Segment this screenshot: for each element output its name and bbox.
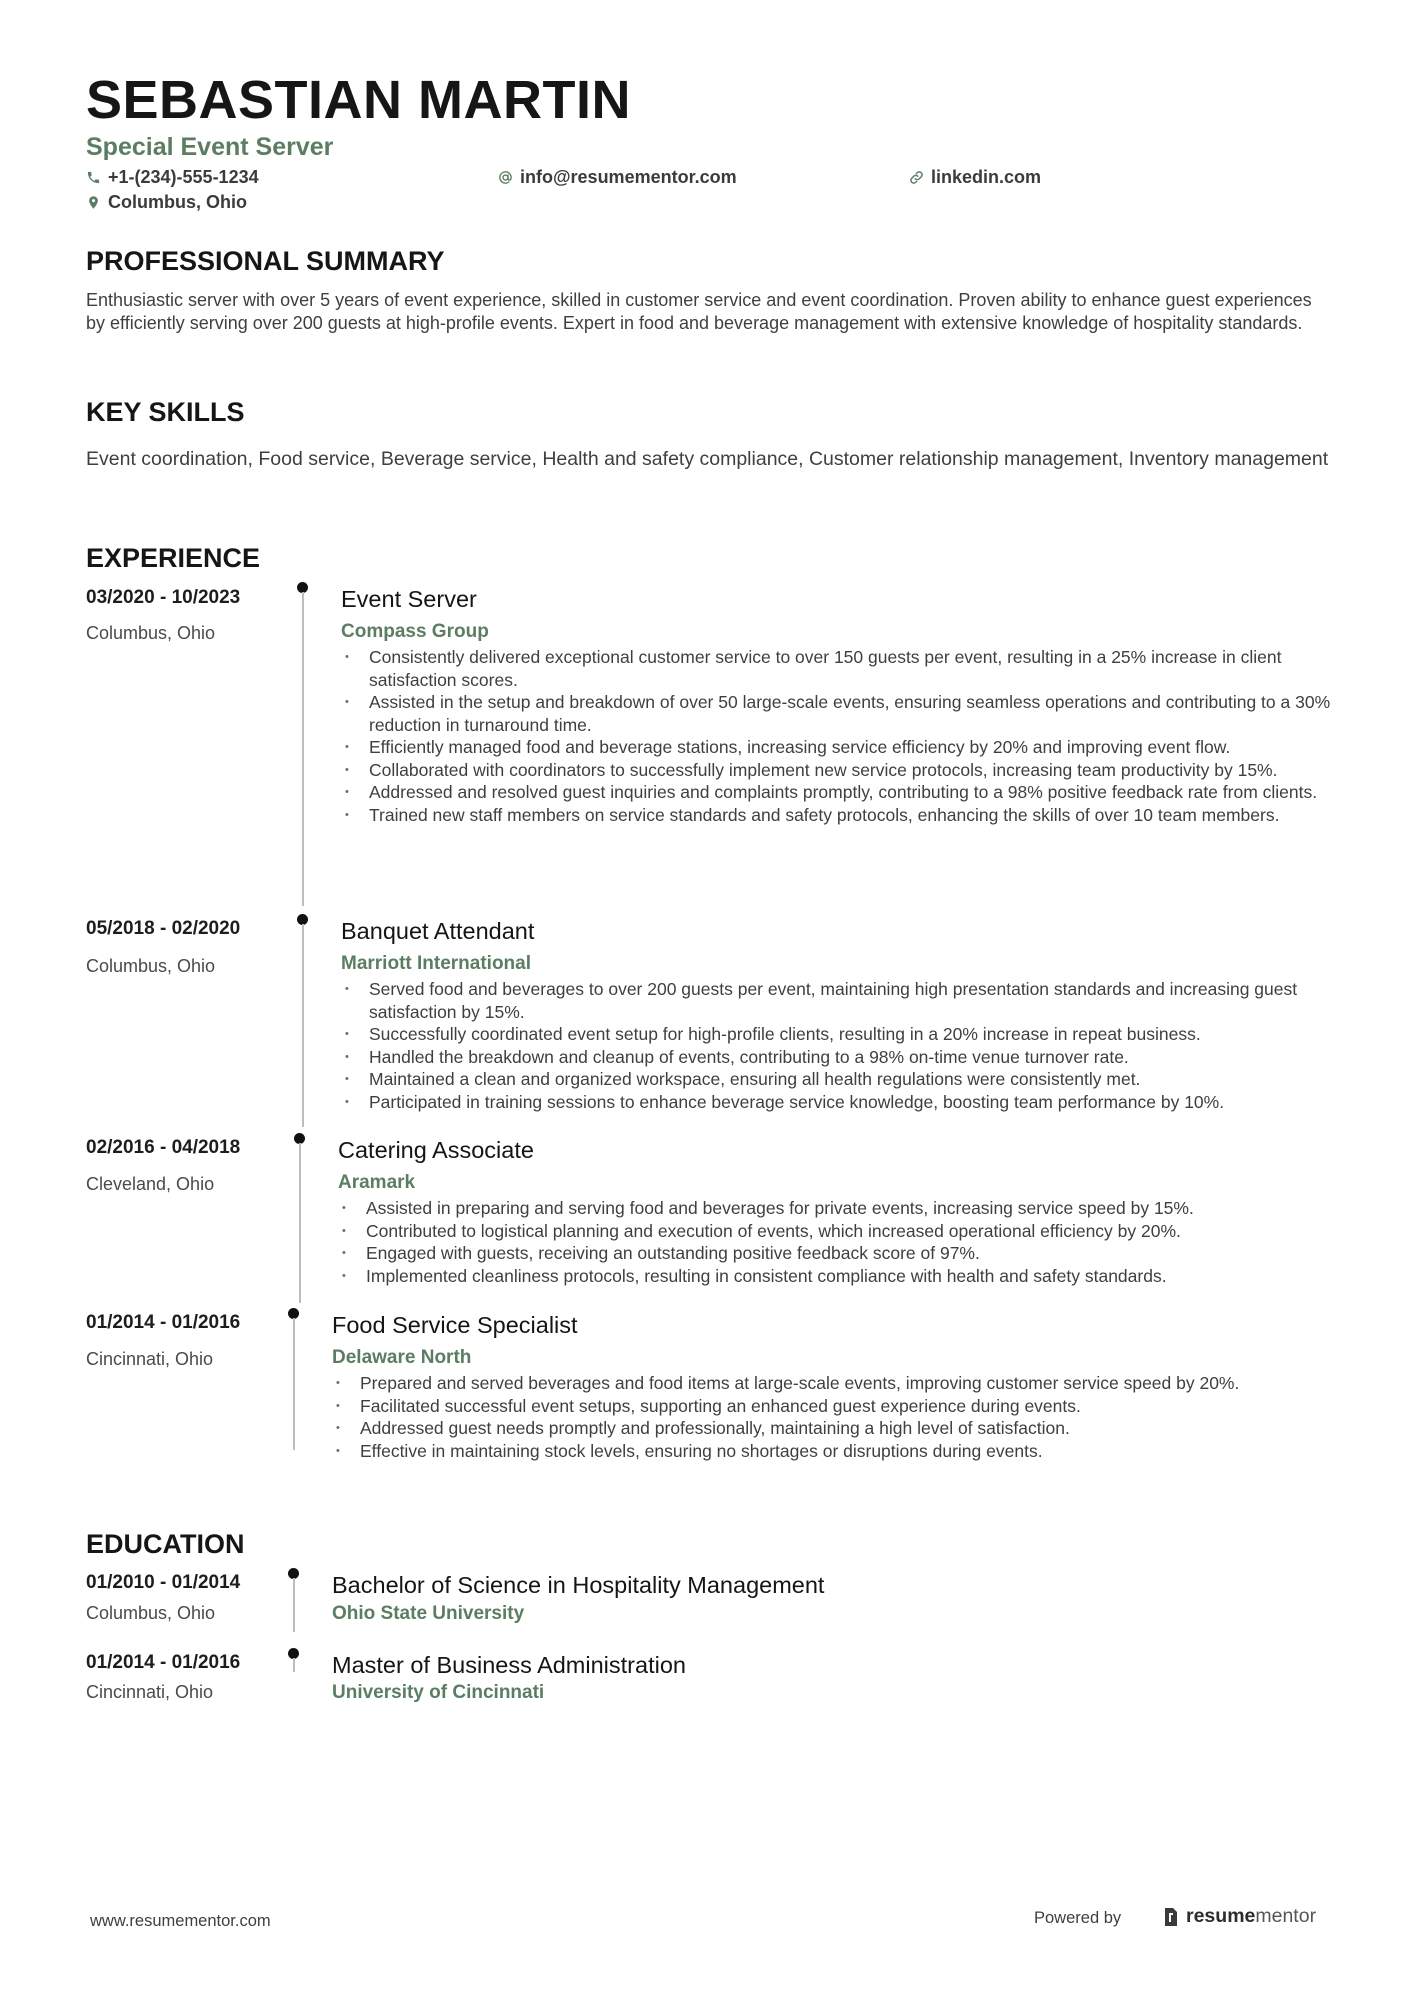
company-name: Compass Group: [341, 621, 489, 642]
experience-dates: 03/2020 - 10/2023: [86, 587, 241, 608]
job-title: Catering Associate: [338, 1137, 534, 1163]
achievement-item: • Addressed and resolved guest inquiries and complaints promptly, contributing to a 98% positive feedback rate from clients.: [341, 781, 1341, 804]
achievement-item: • Prepared and served beverages and food items at large-scale events, improving customer service speed by 20%.: [332, 1372, 1332, 1395]
contact-linkedin: [909, 165, 1041, 189]
timeline-line: [302, 592, 304, 906]
candidate-headline: Special Event Server: [86, 133, 334, 161]
education-dates: 01/2010 - 01/2014: [86, 1572, 241, 1593]
achievement-item: • Effective in maintaining stock levels, ensuring no shortages or disruptions during events.: [332, 1440, 1332, 1463]
experience-dates: 01/2014 - 01/2016: [86, 1312, 241, 1333]
education-heading: EDUCATION: [86, 1529, 245, 1559]
achievement-list: [341, 646, 1341, 826]
achievement-item: • Facilitated successful event setups, supporting an enhanced guest experience during events.: [332, 1395, 1332, 1418]
achievement-item: • Consistently delivered exceptional customer service to over 150 guests per event, resulting in a 25% increase in client satisfaction scores.: [341, 646, 1341, 691]
contact-location: [86, 190, 247, 214]
summary-text: Enthusiastic server with over 5 years of event experience, skilled in customer service and event coordination. Proven ability to enhance guest experiences by efficiently serving over 200 guests at high-profile events. Expert in food and beverage management with extensive knowledge of hospitality standards.: [86, 290, 1312, 333]
achievement-item: • Trained new staff members on service standards and safety protocols, enhancing the skills of over 10 team members.: [341, 804, 1341, 827]
achievement-list: [332, 1372, 1332, 1462]
achievement-list: [341, 978, 1341, 1113]
brand-logo: [1162, 1905, 1316, 1928]
footer-website: www.resumementor.com: [90, 1912, 271, 1930]
degree-title: Bachelor of Science in Hospitality Management: [332, 1572, 825, 1598]
resumementor-logo-icon: [1162, 1907, 1180, 1927]
job-title: Food Service Specialist: [332, 1312, 578, 1338]
brand-name-light: mentor: [1255, 1905, 1317, 1927]
powered-by-label: Powered by: [1034, 1909, 1122, 1927]
achievement-item: • Engaged with guests, receiving an outstanding positive feedback score of 97%.: [338, 1242, 1338, 1265]
timeline-line: [302, 924, 304, 1127]
contact-phone: [86, 165, 259, 189]
experience-heading: EXPERIENCE: [86, 543, 261, 573]
experience-dates: 02/2016 - 04/2018: [86, 1137, 241, 1158]
experience-dates: 05/2018 - 02/2020: [86, 918, 241, 939]
job-title: Event Server: [341, 586, 477, 612]
education-location: Cincinnati, Ohio: [86, 1682, 214, 1702]
achievement-item: • Collaborated with coordinators to successfully implement new service protocols, increasing team productivity by 15%.: [341, 759, 1341, 782]
experience-location: Cleveland, Ohio: [86, 1174, 215, 1194]
job-title: Banquet Attendant: [341, 918, 535, 944]
achievement-item: • Implemented cleanliness protocols, resulting in consistent compliance with health and safety standards.: [338, 1265, 1338, 1288]
skills-heading: KEY SKILLS: [86, 397, 245, 427]
achievement-item: • Successfully coordinated event setup for high-profile clients, resulting in a 20% increase in repeat business.: [341, 1023, 1341, 1046]
achievement-item: • Assisted in the setup and breakdown of over 50 large-scale events, ensuring seamless operations and contributing to a 30% reduction in turnaround time.: [341, 691, 1341, 736]
achievement-list: [338, 1197, 1338, 1287]
email-text: info@resumementor.com: [520, 167, 737, 187]
linkedin-text: linkedin.com: [931, 167, 1042, 187]
phone-text: +1-(234)-555-1234: [108, 167, 259, 187]
experience-location: Columbus, Ohio: [86, 956, 216, 976]
candidate-name: SEBASTIAN MARTIN: [86, 70, 631, 130]
phone-icon: [86, 170, 101, 185]
link-icon: [909, 170, 924, 185]
school-name: Ohio State University: [332, 1603, 525, 1624]
company-name: Aramark: [338, 1172, 416, 1193]
contact-email: [498, 165, 737, 189]
achievement-item: • Handled the breakdown and cleanup of events, contributing to a 98% on-time venue turnover rate.: [341, 1046, 1341, 1069]
achievement-item: • Maintained a clean and organized workspace, ensuring all health regulations were consistently met.: [341, 1068, 1341, 1091]
location-text: Columbus, Ohio: [108, 192, 247, 212]
timeline-line: [293, 1318, 295, 1450]
achievement-item: • Addressed guest needs promptly and professionally, maintaining a high level of satisfaction.: [332, 1417, 1332, 1440]
achievement-item: • Participated in training sessions to enhance beverage service knowledge, boosting team performance by 10%.: [341, 1091, 1341, 1114]
experience-location: Columbus, Ohio: [86, 623, 216, 643]
achievement-item: • Assisted in preparing and serving food and beverages for private events, increasing service speed by 15%.: [338, 1197, 1338, 1220]
degree-title: Master of Business Administration: [332, 1652, 686, 1678]
summary-heading: PROFESSIONAL SUMMARY: [86, 246, 445, 276]
at-sign-icon: [498, 170, 513, 185]
timeline-line: [293, 1578, 295, 1632]
brand-name-bold: resume: [1186, 1905, 1256, 1927]
location-pin-icon: [86, 195, 101, 210]
education-dates: 01/2014 - 01/2016: [86, 1652, 241, 1673]
achievement-item: • Efficiently managed food and beverage stations, increasing service efficiency by 20% and improving event flow.: [341, 736, 1341, 759]
education-location: Columbus, Ohio: [86, 1603, 216, 1623]
school-name: University of Cincinnati: [332, 1682, 545, 1703]
achievement-item: • Contributed to logistical planning and execution of events, which increased operational efficiency by 20%.: [338, 1220, 1338, 1243]
skills-text: Event coordination, Food service, Beverage service, Health and safety compliance, Customer relationship management, Inventory management: [86, 448, 1329, 470]
company-name: Marriott International: [341, 953, 532, 974]
experience-location: Cincinnati, Ohio: [86, 1349, 214, 1369]
achievement-item: • Served food and beverages to over 200 guests per event, maintaining high presentation standards and increasing guest satisfaction by 15%.: [341, 978, 1341, 1023]
company-name: Delaware North: [332, 1347, 472, 1368]
timeline-line: [293, 1658, 295, 1672]
timeline-line: [299, 1143, 301, 1303]
